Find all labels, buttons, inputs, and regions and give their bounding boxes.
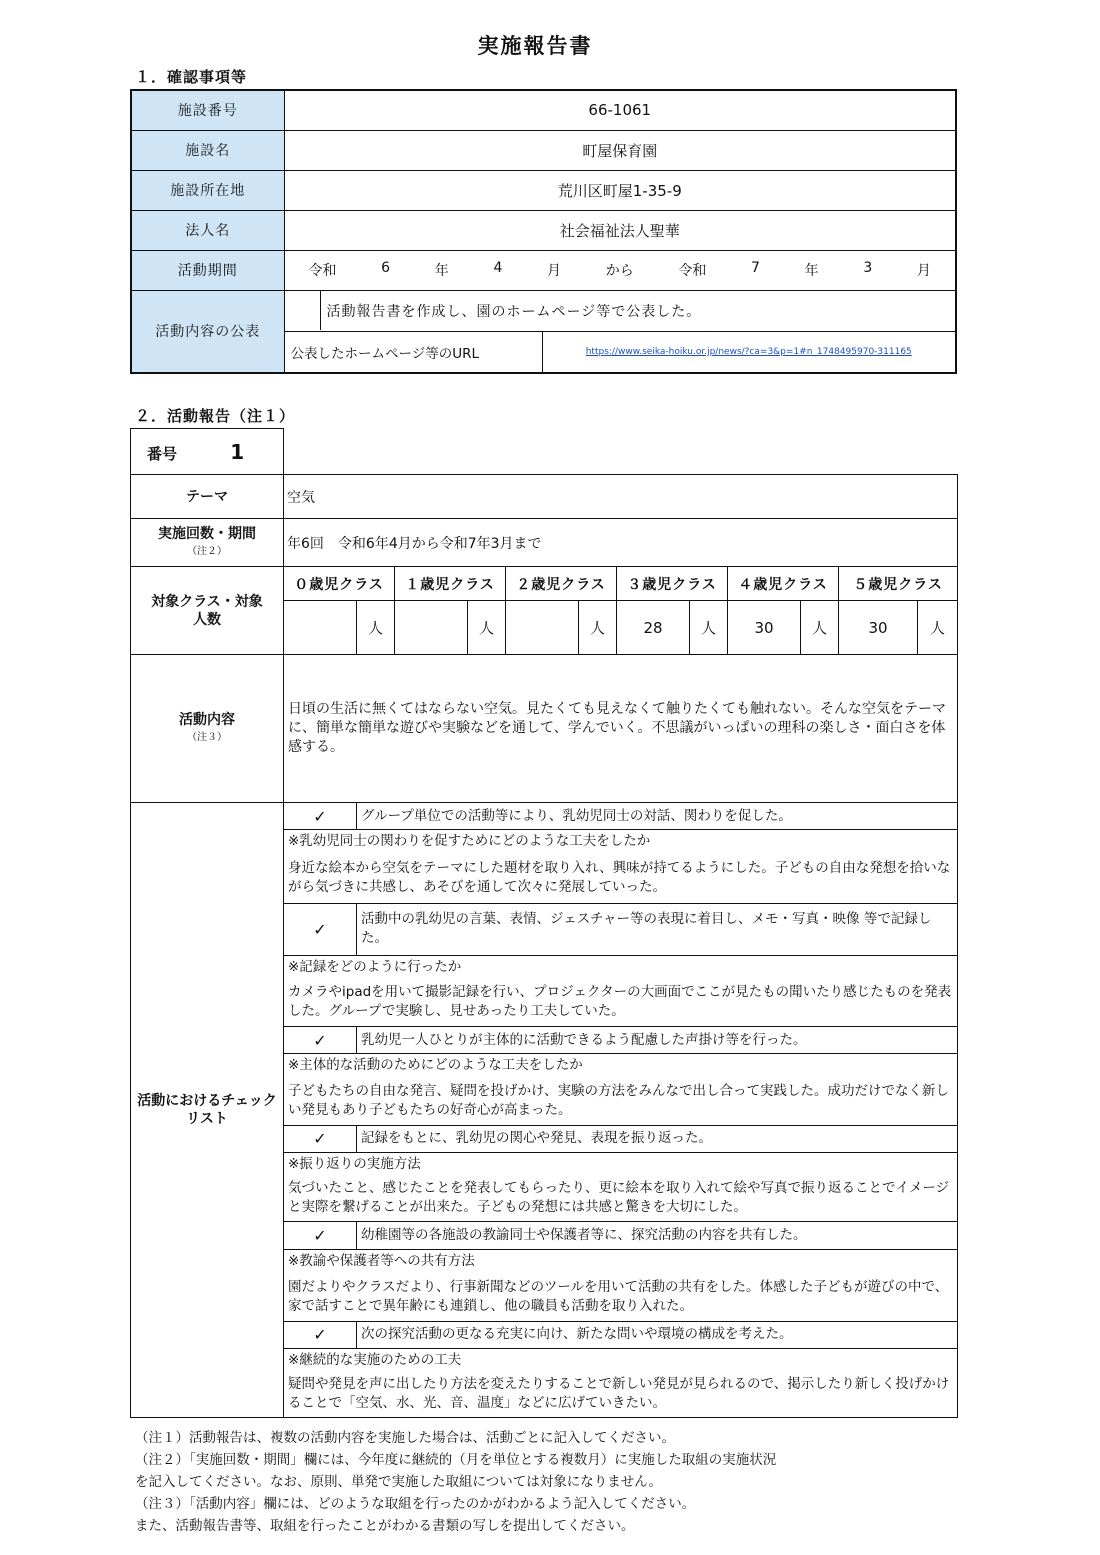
checklist-answer-4: 気づいたこと、感じたことを発表してもらったり、更に絵本を取り入れて絵や写真で振り返ることでイメージと実際を繋げることが出来た。子どもの発想には共感と驚きを大切にした。 <box>284 1176 958 1222</box>
period-row <box>131 250 956 290</box>
checklist-question-5: ※教諭や保護者等への共有方法 <box>284 1250 958 1274</box>
section2-heading: ２．活動報告（注１） <box>135 407 296 425</box>
content-label: 活動内容 <box>179 711 235 728</box>
facility-name-value: 町屋保育園 <box>284 130 956 170</box>
facility-number-label: 施設番号 <box>131 90 284 130</box>
footnotes <box>135 1427 975 1537</box>
checklist-answer-5: 園だよりやクラスだより、行事新聞などのツールを用いて活動の共有をした。体感した子どもが遊びの中で、家で話すことで異年齢にも連鎖し、他の職員も活動を取り入れた。 <box>284 1273 958 1321</box>
class-name-5: ５歳児クラス <box>839 567 958 601</box>
publication-label: 活動内容の公表 <box>131 290 284 373</box>
class-count-5: 30 <box>839 601 918 655</box>
checklist-answer-2: カメラやipadを用いて撮影記録を行い、プロジェクターの大画面でここが見たもの聞いたり感じたものを発表した。グループで実験し、見せあったり工夫していた。 <box>284 979 958 1027</box>
class-name-4: ４歳児クラス <box>728 567 839 601</box>
checklist-item-5: 幼稚園等の各施設の教諭同士や保護者等に、探究活動の内容を共有した。 <box>357 1222 958 1250</box>
count-note: （注２） <box>187 545 227 557</box>
content-row <box>131 655 958 803</box>
footnote-1: （注１）活動報告は、複数の活動内容を実施した場合は、活動ごとに記入してください。 <box>135 1430 675 1446</box>
check-mark-2[interactable]: ✓ <box>284 903 357 955</box>
class-name-1: １歳児クラス <box>395 567 506 601</box>
corporation-row <box>131 210 956 250</box>
checklist-label: 活動におけるチェックリスト <box>131 803 284 1418</box>
check-mark-1[interactable]: ✓ <box>284 803 357 830</box>
count-value: 年6回 令和6年4月から令和7年3月まで <box>284 519 958 567</box>
footnote-3-cont: また、活動報告書等、取組を行ったことがわかる書類の写しを提出してください。 <box>135 1518 635 1534</box>
period-nen-start: 年 <box>434 263 449 279</box>
address-value: 荒川区町屋1-35-9 <box>284 170 956 210</box>
theme-label: テーマ <box>131 475 284 519</box>
checklist-item-2: 活動中の乳幼児の言葉、表情、ジェスチャー等の表現に着目し、メモ・写真・映像 等で記録した。 <box>357 903 958 955</box>
check-mark-5[interactable]: ✓ <box>284 1222 357 1250</box>
class-count-3: 28 <box>617 601 690 655</box>
content-note: （注３） <box>187 731 227 743</box>
activity-report-table <box>130 428 958 1418</box>
period-month-start: 4 <box>493 260 503 276</box>
footnote-3: （注３）「活動内容」欄には、どのような取組を行ったのかがわかるよう記入してください。 <box>135 1496 696 1512</box>
theme-row <box>131 475 958 519</box>
class-name-2: ２歳児クラス <box>506 567 617 601</box>
person-unit-1: 人 <box>468 601 506 655</box>
count-label: 実施回数・期間 <box>158 525 256 542</box>
checklist-question-2: ※記録をどのように行ったか <box>284 955 958 979</box>
facility-name-row <box>131 130 956 170</box>
class-header-row <box>131 567 958 601</box>
period-kara: から <box>605 263 634 279</box>
class-count-2 <box>506 601 579 655</box>
address-row <box>131 170 956 210</box>
publication-url-link[interactable]: https://www.seika-hoiku.or.jp/news/?ca=3&p=1#n_1748495970-311165 <box>542 331 956 373</box>
period-tsuki-start: 月 <box>547 263 562 279</box>
period-nen-end: 年 <box>804 263 819 279</box>
url-label: 公表したホームページ等のURL <box>284 331 542 373</box>
number-value: 1 <box>230 439 245 464</box>
class-count-4: 30 <box>728 601 801 655</box>
target-label: 対象クラス・対象人数 <box>131 567 284 655</box>
publication-checkbox[interactable] <box>285 291 321 330</box>
check-mark-3[interactable]: ✓ <box>284 1027 357 1054</box>
person-unit-3: 人 <box>690 601 728 655</box>
period-era-end: 令和 <box>678 263 707 279</box>
checklist-item-3: 乳幼児一人ひとりが主体的に活動できるよう配慮した声掛け等を行った。 <box>357 1027 958 1054</box>
number-label: 番号 <box>147 444 178 463</box>
class-count-1 <box>395 601 468 655</box>
publication-text: 活動報告書を作成し、園のホームページ等で公表した。 <box>326 303 702 320</box>
page-title: 実施報告書 <box>477 34 593 58</box>
checklist-question-1: ※乳幼児同士の関わりを促すためにどのような工夫をしたか <box>284 830 958 854</box>
theme-value: 空気 <box>284 475 958 519</box>
publication-row <box>131 290 956 331</box>
period-label: 活動期間 <box>131 250 284 290</box>
corporation-value: 社会福祉法人聖華 <box>284 210 956 250</box>
content-value: 日頃の生活に無くてはならない空気。見たくても見えなくて触りたくても触れない。そんな空気をテーマに、簡単な簡単な遊びや実験などを通して、学んでいく。不思議がいっぱいの理科の楽しさ・面白さを体感する。 <box>284 655 958 803</box>
check-mark-4[interactable]: ✓ <box>284 1125 357 1152</box>
footnote-2: （注２）「実施回数・期間」欄には、今年度に継続的（月を単位とする複数月）に実施した取組の実施状況 <box>135 1452 777 1468</box>
facility-name-label: 施設名 <box>131 130 284 170</box>
facility-number-value: 66-1061 <box>284 90 956 130</box>
check-mark-6[interactable]: ✓ <box>284 1321 357 1348</box>
checklist-item-row <box>131 803 958 830</box>
number-cell <box>131 429 284 475</box>
confirmation-table <box>130 89 957 374</box>
checklist-answer-1: 身近な絵本から空気をテーマにした題材を取り入れ、興味が持てるようにした。子どもの自由な発想を拾いながら気づきに共感し、あそびを通して次々に発展していった。 <box>284 853 958 903</box>
period-era-start: 令和 <box>308 263 337 279</box>
checklist-answer-3: 子どもたちの自由な発言、疑問を投げかけ、実験の方法をみんなで出し合って実践した。成功だけでなく新しい発見もあり子どもたちの好奇心が高まった。 <box>284 1077 958 1125</box>
period-year-start: 6 <box>381 260 391 276</box>
class-name-0: ０歳児クラス <box>284 567 395 601</box>
count-row <box>131 519 958 567</box>
person-unit-2: 人 <box>579 601 617 655</box>
number-row <box>131 429 958 475</box>
checklist-answer-6: 疑問や発見を声に出したり方法を変えたりすることで新しい発見が見られるので、掲示したり新しく投げかけることで「空気、水、光、音、温度」などに広げていきたい。 <box>284 1372 958 1418</box>
address-label: 施設所在地 <box>131 170 284 210</box>
class-name-3: ３歳児クラス <box>617 567 728 601</box>
class-count-0 <box>284 601 357 655</box>
period-tsuki-end: 月 <box>916 263 931 279</box>
period-month-end: 3 <box>863 260 873 276</box>
section1-heading: １．確認事項等 <box>135 68 248 86</box>
person-unit-5: 人 <box>918 601 958 655</box>
period-year-end: 7 <box>751 260 760 276</box>
checklist-question-4: ※振り返りの実施方法 <box>284 1152 958 1176</box>
checklist-item-4: 記録をもとに、乳幼児の関心や発見、表現を振り返った。 <box>357 1125 958 1152</box>
checklist-question-6: ※継続的な実施のための工夫 <box>284 1348 958 1372</box>
checklist-item-6: 次の探究活動の更なる充実に向け、新たな問いや環境の構成を考えた。 <box>357 1321 958 1348</box>
person-unit-0: 人 <box>357 601 395 655</box>
person-unit-4: 人 <box>801 601 839 655</box>
checklist-item-1: グループ単位での活動等により、乳幼児同士の対話、関わりを促した。 <box>357 803 958 830</box>
period-value <box>284 250 956 290</box>
facility-number-row <box>131 90 956 130</box>
corporation-label: 法人名 <box>131 210 284 250</box>
checklist-question-3: ※主体的な活動のためにどのような工夫をしたか <box>284 1054 958 1078</box>
footnote-2-cont: を記入してください。なお、原則、単発で実施した取組については対象になりません。 <box>135 1474 663 1490</box>
